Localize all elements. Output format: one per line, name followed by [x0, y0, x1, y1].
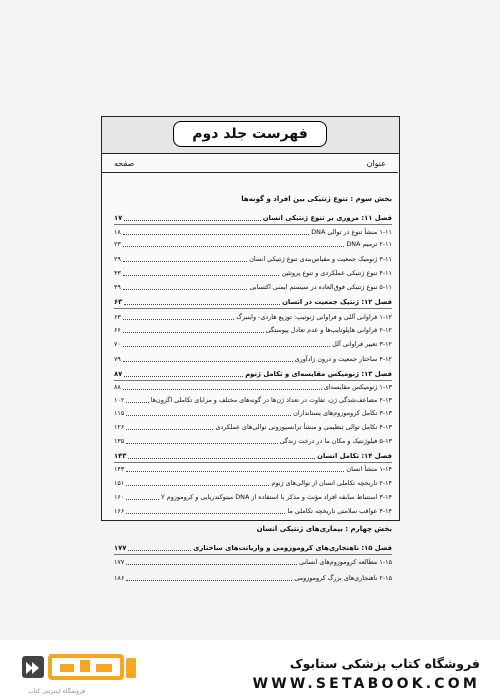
- page-number: ۱۸۶: [114, 574, 125, 582]
- dot-leader: [123, 246, 344, 247]
- dot-leader: [126, 471, 344, 472]
- page-number: ۸۸: [114, 383, 121, 391]
- section-entry: [114, 353, 392, 365]
- store-url[interactable]: WWW.SETABOOK.COM: [252, 676, 480, 692]
- section-entry: [114, 281, 392, 293]
- page-number: ۲۳: [114, 240, 121, 248]
- page-number: ۲۹: [114, 255, 121, 263]
- section-entry: [114, 226, 392, 238]
- section-entry: [114, 253, 392, 265]
- dot-leader: [123, 332, 264, 333]
- page-number: ۱۴۳: [114, 452, 127, 460]
- page-number: ۱۶۶: [114, 507, 125, 515]
- page-number: ۶۳: [114, 313, 121, 321]
- dot-leader: [126, 429, 213, 430]
- part-four-heading: بخش چهارم : بیماری‌های ژنتیکی انسان: [256, 525, 392, 533]
- dot-leader: [123, 289, 248, 290]
- section-entry: [114, 407, 392, 419]
- page-number: ۱۸: [114, 228, 121, 236]
- chapter-underline: [114, 224, 392, 225]
- entry-title: ۴-۱۴ عواقب سلامتی تاریخچه تکاملی ما: [287, 507, 392, 515]
- entry-title: ۲-۱۲ فراوانی هاپلوتایپ‌ها و عدم تعادل پیوستگی: [265, 326, 392, 334]
- dot-leader: [126, 564, 297, 565]
- page-number: ۷۰: [114, 340, 121, 348]
- section-entry: [114, 338, 392, 350]
- page-number: ۱۷۷: [114, 558, 125, 566]
- section-entry: [114, 556, 392, 568]
- section-entry: [114, 394, 392, 406]
- entry-title: ۲-۱۵ ناهنجاری‌های بزرگ کروموزومی: [294, 574, 392, 582]
- page-number: ۱۷: [114, 214, 123, 222]
- section-entry: [114, 324, 392, 336]
- page-number: ۸۷: [114, 370, 123, 378]
- chapter-underline: [114, 554, 392, 555]
- chapter-entry: [114, 368, 392, 380]
- entry-title: ۱-۱۳ ژنومیکس مقایسه‌ای: [323, 383, 392, 391]
- page-number: ۱۷۷: [114, 544, 127, 552]
- entry-title: ۵-۱۳ فیلوژنتیک و مکان ما در درخت زندگی: [279, 437, 392, 445]
- dot-leader: [124, 376, 243, 377]
- dot-leader: [123, 361, 293, 362]
- chapter-entry: [114, 450, 392, 462]
- dot-leader: [126, 513, 285, 514]
- entry-title: فصل ۱۱: مروری بر تنوع ژنتیکی انسان: [262, 214, 392, 222]
- chapter-entry: [114, 542, 392, 554]
- dot-leader: [123, 261, 247, 262]
- entry-title: ۵-۱۱ تنوع ژنتیکی فوق‌العاده در سیستم ایمنی اکتسابی: [249, 283, 392, 291]
- dot-leader: [123, 319, 234, 320]
- page-number: ۱۳۵: [114, 437, 125, 445]
- section-entry: [114, 311, 392, 323]
- section-entry: [114, 435, 392, 447]
- dot-leader: [123, 275, 280, 276]
- entry-title: ۱-۱۴ منشأ انسان: [346, 465, 392, 473]
- entry-title: ۲-۱۱ ترمیم DNA: [346, 240, 392, 248]
- dot-leader: [123, 234, 309, 235]
- entry-title: ۴-۱۲ ساختار جمعیت و درون زادآوری: [294, 355, 392, 363]
- section-entry: [114, 238, 392, 250]
- entry-title: ۱-۱۵ مطالعه کروموزوم‌های انسانی: [299, 558, 392, 566]
- dot-leader: [123, 389, 322, 390]
- entry-title: فصل ۱۳: ژنومیکس مقایسه‌ای و تکامل ژنوم: [245, 370, 392, 378]
- page-number: ۱۰۲: [114, 396, 125, 404]
- dot-leader: [128, 550, 191, 551]
- section-entry: [114, 421, 392, 433]
- entry-title: ۳-۱۳ تکامل کروموزوم‌های پستانداران: [293, 409, 392, 417]
- section-entry: [114, 505, 392, 517]
- dot-leader: [126, 580, 292, 581]
- entry-title: فصل ۱۲: ژنتیک جمعیت در انسان: [282, 298, 392, 306]
- store-name: فروشگاه کتاب پزشکی ستابوک: [289, 656, 480, 671]
- page-number: ۶۶: [114, 326, 121, 334]
- dot-leader: [126, 499, 159, 500]
- page-number: ۱۶۰: [114, 493, 125, 501]
- entry-title: فصل ۱۵: ناهنجاری‌های کروموزومی و واریانت‌های ساختاری: [193, 544, 392, 552]
- setabook-logo-icon: [22, 654, 137, 692]
- page-number: ۴۳: [114, 269, 121, 277]
- page-number: ۱۲۶: [114, 423, 125, 431]
- dot-leader: [124, 304, 280, 305]
- column-header-page: صفحه: [114, 159, 135, 168]
- dot-leader: [128, 458, 315, 459]
- dot-leader: [126, 415, 291, 416]
- part-three-heading: بخش سوم : تنوع ژنتیکی بین افراد و گونه‌ها: [241, 195, 392, 203]
- chapter-underline: [114, 308, 392, 309]
- section-entry: [114, 381, 392, 393]
- page-number: ۷۹: [114, 355, 121, 363]
- chapter-entry: [114, 212, 392, 224]
- entry-title: ۲-۱۴ تاریخچه تکاملی انسان از توالی‌های ژنوم: [271, 479, 392, 487]
- page-number: ۴۹: [114, 283, 121, 291]
- chapter-entry: [114, 296, 392, 308]
- entry-title: ۲-۱۳ مضاعف‌شدگی ژن، تفاوت در تعداد ژن‌ها در گونه‌های مختلف و مزایای تکاملی اگزون‌ها: [150, 396, 392, 404]
- header-divider: [101, 172, 398, 173]
- dot-leader: [126, 443, 277, 444]
- section-entry: [114, 477, 392, 489]
- page-number: ۱۵۱: [114, 479, 125, 487]
- entry-title: ۳-۱۱ ژنومیک جمعیت و مقیاس‌بندی تنوع ژنتیکی انسان: [249, 255, 392, 263]
- section-entry: [114, 491, 392, 503]
- logo-subtitle: فروشگاه اینترنتی کتاب: [28, 688, 86, 695]
- entry-title: ۱-۱۲ فراوانی آللی و فراوانی ژنوتیپ: توزیع هاردی- واینبرگ: [236, 313, 392, 321]
- entry-title: فصل ۱۴: تکامل انسان: [317, 452, 392, 460]
- entry-title: ۴-۱۱ تنوع ژنتیکی عملکردی و تنوع پروتئین: [281, 269, 392, 277]
- dot-leader: [126, 485, 269, 486]
- page-number: ۱۱۵: [114, 409, 125, 417]
- section-entry: [114, 267, 392, 279]
- entry-title: ۳-۱۴ استنباط سابقه افراد مؤنث و مذکر با استفاده از DNA میتوکندریایی و کروموزوم Y: [160, 493, 392, 501]
- toc-title: فهرست جلد دوم: [173, 121, 327, 147]
- section-entry: [114, 572, 392, 584]
- dot-leader: [123, 346, 330, 347]
- dot-leader: [126, 402, 148, 403]
- entry-title: ۴-۱۳ تکامل توالی تنظیمی و منشأ ترانسپوزونی توالی‌های عملکردی: [215, 423, 392, 431]
- entry-title: ۳-۱۲ تغییر فراوانی آلل: [332, 340, 392, 348]
- section-entry: [114, 463, 392, 475]
- entry-title: ۱-۱۱ منشأ تنوع در توالی DNA: [311, 228, 392, 236]
- page-number: ۱۴۳: [114, 465, 125, 473]
- page-number: ۶۳: [114, 298, 123, 306]
- column-header-title: عنوان: [366, 159, 386, 168]
- dot-leader: [124, 220, 260, 221]
